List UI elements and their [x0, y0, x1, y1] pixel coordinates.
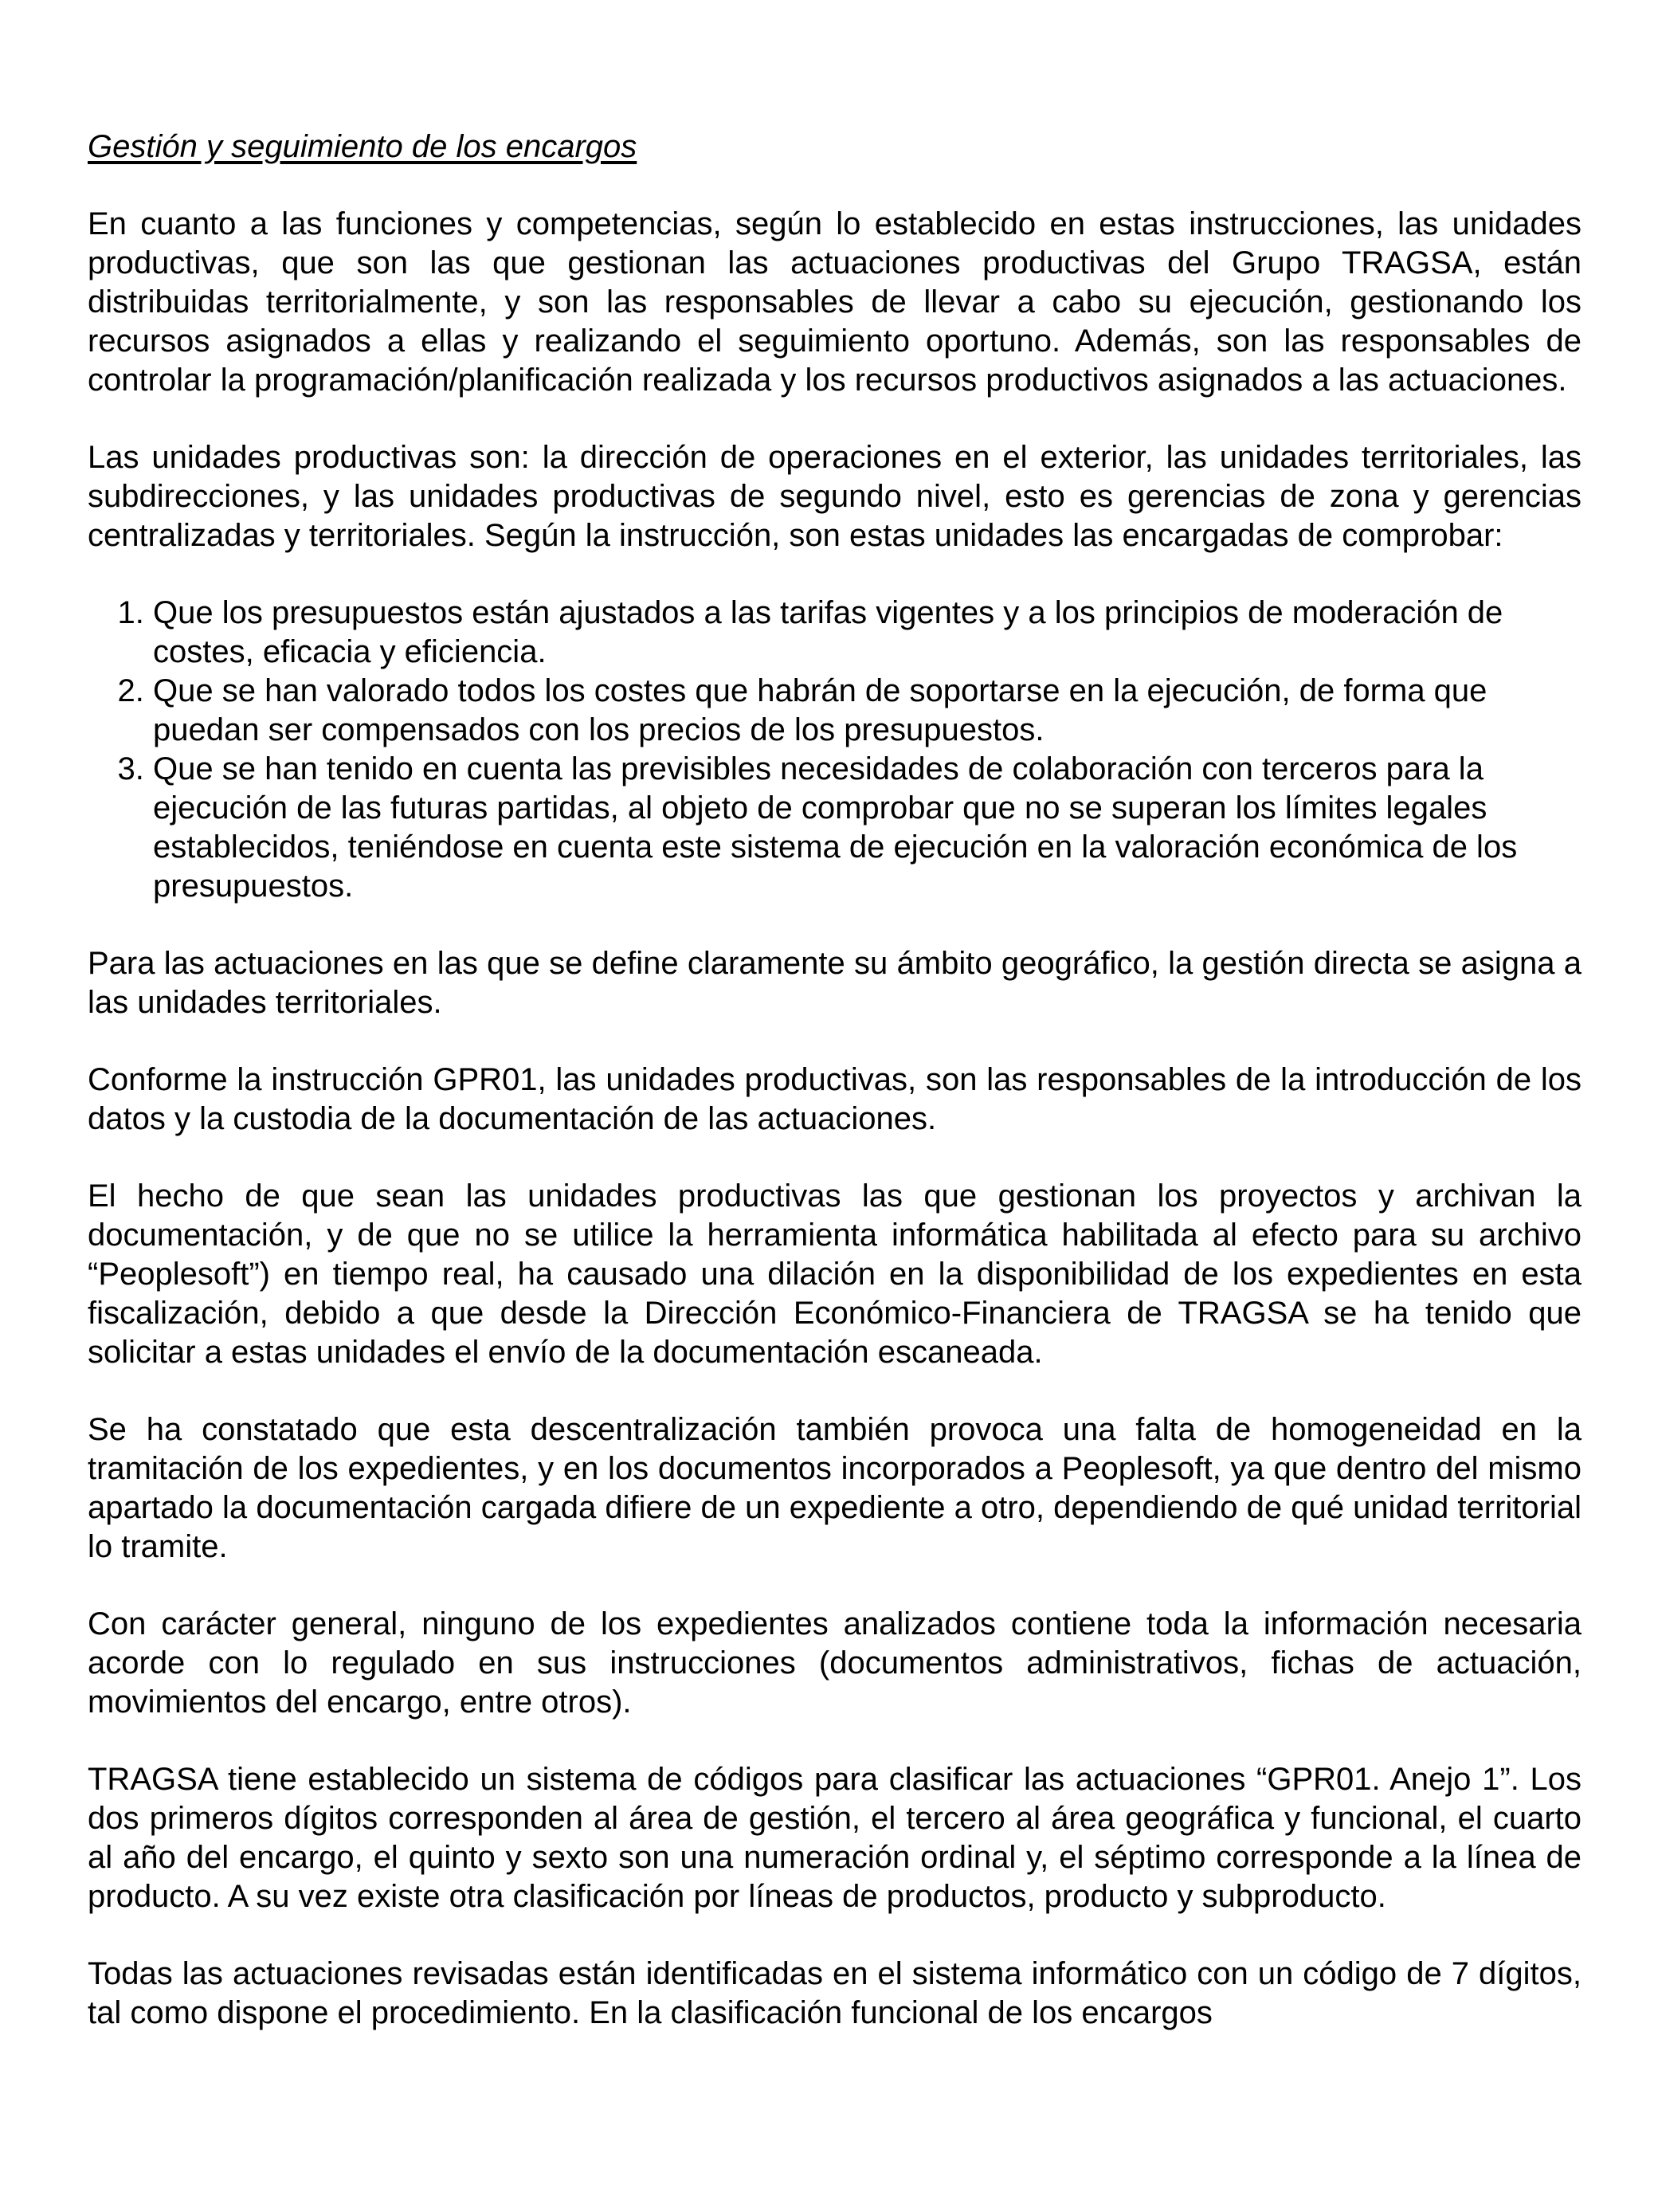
document-page [88, 127, 1581, 2033]
paragraph-geographic-scope: Para las actuaciones en las que se define claramente su ámbito geográfico, la gestión directa se asigna a las unidades territoriales. [88, 946, 1581, 1020]
list-item: 1. Que los presupuestos están ajustados a las tarifas vigentes y a los principios de moderación de costes, eficacia y eficiencia. [153, 594, 1581, 672]
section-heading: Gestión y seguimiento de los encargos [88, 129, 637, 164]
paragraph-functions: En cuanto a las funciones y competencias, según lo establecido en estas instrucciones, las unidades productivas, que son las que gestionan las actuaciones productivas del Grupo TRAGSA, están distribuidas territorialmente, y son las responsables de llevar a cabo su ejecución, gestionando los recursos asignados a ellas y realizando el seguimiento oportuno. Además, son las responsables de controlar la programación/planificación realizada y los recursos productivos asignados a las actuaciones. [88, 206, 1581, 398]
paragraph-gpr01: Conforme la instrucción GPR01, las unidades productivas, son las responsables de la introducción de los datos y la custodia de la documentación de las actuaciones. [88, 1062, 1581, 1136]
paragraph-peoplesoft-delay: El hecho de que sean las unidades productivas las que gestionan los proyectos y archivan la documentación, y de que no se utilice la herramienta informática habilitada al efecto para su archivo “Peoplesoft”) en tiempo real, ha causado una dilación en la disponibilidad de los expedientes en esta fiscalización, debido a que desde la Dirección Económico-Financiera de TRAGSA se ha tenido que solicitar a estas unidades el envío de la documentación escaneada. [88, 1179, 1581, 1370]
paragraph-productive-units: Las unidades productivas son: la dirección de operaciones en el exterior, las unidades territoriales, las subdirecciones, y las unidades productivas de segundo nivel, esto es gerencias de zona y gerencias centralizadas y territoriales. Según la instrucción, son estas unidades las encargadas de comprobar: [88, 440, 1581, 553]
list-item: 3. Que se han tenido en cuenta las previsibles necesidades de colaboración con terceros para la ejecución de las futuras partidas, al objeto de comprobar que no se superan los límites legales establecidos, teniéndose en cuenta este sistema de ejecución en la valoración económica de los presupuestos. [153, 750, 1581, 906]
paragraph-code-system: TRAGSA tiene establecido un sistema de códigos para clasificar las actuaciones “GPR01. Anejo 1”. Los dos primeros dígitos corresponden al área de gestión, el tercero al área geográfica y funcional, el cuarto al año del encargo, el quinto y sexto son una numeración ordinal y, el séptimo corresponde a la línea de producto. A su vez existe otra clasificación por líneas de productos, producto y subproducto. [88, 1762, 1581, 1914]
paragraph-identified-actions: Todas las actuaciones revisadas están identificadas en el sistema informático con un código de 7 dígitos, tal como dispone el procedimiento. En la clasificación funcional de los encargos [88, 1956, 1581, 2030]
verification-list [88, 594, 1581, 906]
paragraph-homogeneity: Se ha constatado que esta descentralización también provoca una falta de homogeneidad en la tramitación de los expedientes, y en los documentos incorporados a Peoplesoft, ya que dentro del mismo apartado la documentación cargada difiere de un expediente a otro, dependiendo de qué unidad territorial lo tramite. [88, 1412, 1581, 1564]
paragraph-general-character: Con carácter general, ninguno de los expedientes analizados contiene toda la información necesaria acorde con lo regulado en sus instrucciones (documentos administrativos, fichas de actuación, movimientos del encargo, entre otros). [88, 1606, 1581, 1720]
list-item: 2. Que se han valorado todos los costes que habrán de soportarse en la ejecución, de forma que puedan ser compensados con los precios de los presupuestos. [153, 672, 1581, 750]
